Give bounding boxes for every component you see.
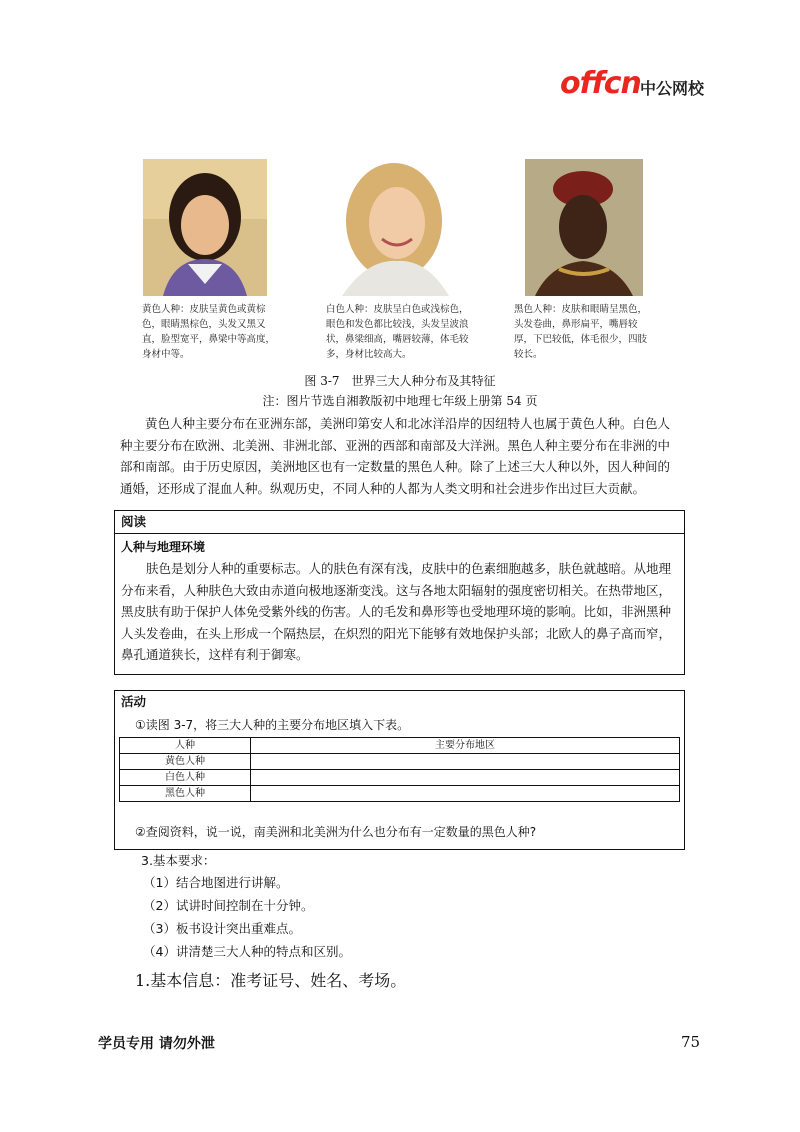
logo-chinese-name: 中公网校 (640, 79, 705, 98)
logo-wordmark: offcn (560, 66, 641, 101)
caption-white-race: 白色人种：皮肤呈白色或浅棕色，眼色和发色都比较浅，头发呈波浪状，鼻梁细高，嘴唇较薄，体毛较多，身材比较高大。 (326, 304, 469, 360)
photo-yellow-race (143, 159, 267, 296)
activity-heading: 活动 (121, 694, 147, 709)
reading-box (114, 510, 685, 675)
requirement-item: （3）板书设计突出重难点。 (143, 921, 301, 936)
caption-black-race: 黑色人种：皮肤和眼睛呈黑色，头发卷曲，鼻形扁平，嘴唇较厚，下巴较低，体毛很少，四肢较长。 (514, 304, 648, 360)
table-cell: 黄色人种 (120, 754, 251, 770)
basic-info: 1.基本信息：准考证号、姓名、考场。 (135, 971, 407, 990)
activity-box (114, 690, 685, 850)
reading-heading: 阅读 (115, 511, 684, 534)
table-row (120, 786, 680, 802)
distribution-table (119, 737, 680, 802)
requirement-item: （1）结合地图进行讲解。 (143, 875, 289, 890)
photo-black-race (525, 159, 643, 296)
footer-notice: 学员专用 请勿外泄 (98, 1036, 215, 1052)
page-number: 75 (681, 1033, 701, 1051)
table-row (120, 770, 680, 786)
photo-white-race (327, 159, 461, 296)
requirements-title: 3.基本要求： (141, 853, 216, 868)
table-header: 人种 (120, 738, 251, 754)
table-header-row (120, 738, 680, 754)
table-cell: 白色人种 (120, 770, 251, 786)
brand-logo (560, 66, 710, 106)
table-cell-blank (251, 786, 680, 802)
activity-question-2: ②查阅资料，说一说，南美洲和北美洲为什么也分布有一定数量的黑色人种? (135, 825, 537, 839)
reading-text: 肤色是划分人种的重要标志。人的肤色有深有浅，皮肤中的色素细胞越多，肤色就越暗。从地理分布来看，人种肤色大致由赤道向极地逐渐变浅。这与各地太阳辐射的强度密切相关。在热带地区，黑皮肤有助于保护人体免受紫外线的伤害。人的毛发和鼻形等也受地理环境的影响。比如，非洲黑种人头发卷曲，在头上形成一个隔热层，在炽烈的阳光下能够有效地保护头部；北欧人的鼻子高而窄，鼻孔通道狭长，这样有利于御寒。 (121, 561, 672, 662)
figure-title: 图 3-7 世界三大人种分布及其特征 (304, 374, 496, 388)
table-cell: 黑色人种 (120, 786, 251, 802)
caption-yellow-race: 黄色人种：皮肤呈黄色或黄棕色，眼睛黑棕色，头发又黑又直，脸型宽平，鼻梁中等高度，身材中等。 (142, 304, 276, 360)
body-paragraph: 黄色人种主要分布在亚洲东部，美洲印第安人和北冰洋沿岸的因纽特人也属于黄色人种。白色人种主要分布在欧洲、北美洲、非洲北部、亚洲的西部和南部及大洋洲。黑色人种主要分布在非洲的中部和南部。由于历史原因，美洲地区也有一定数量的黑色人种。除了上述三大人种以外，因人种间的通婚，还形成了混血人种。纵观历史，不同人种的人都为人类文明和社会进步作出过巨大贡献。 (120, 416, 671, 496)
table-cell-blank (251, 770, 680, 786)
table-cell-blank (251, 754, 680, 770)
activity-question-1: ①读图 3-7，将三大人种的主要分布地区填入下表。 (135, 718, 410, 732)
reading-subheading: 人种与地理环境 (121, 540, 206, 554)
requirement-item: （4）讲清楚三大人种的特点和区别。 (143, 944, 351, 959)
requirement-item: （2）试讲时间控制在十分钟。 (143, 898, 314, 913)
table-row (120, 754, 680, 770)
table-header: 主要分布地区 (251, 738, 680, 754)
figure-note: 注：图片节选自湘教版初中地理七年级上册第 54 页 (262, 394, 538, 408)
